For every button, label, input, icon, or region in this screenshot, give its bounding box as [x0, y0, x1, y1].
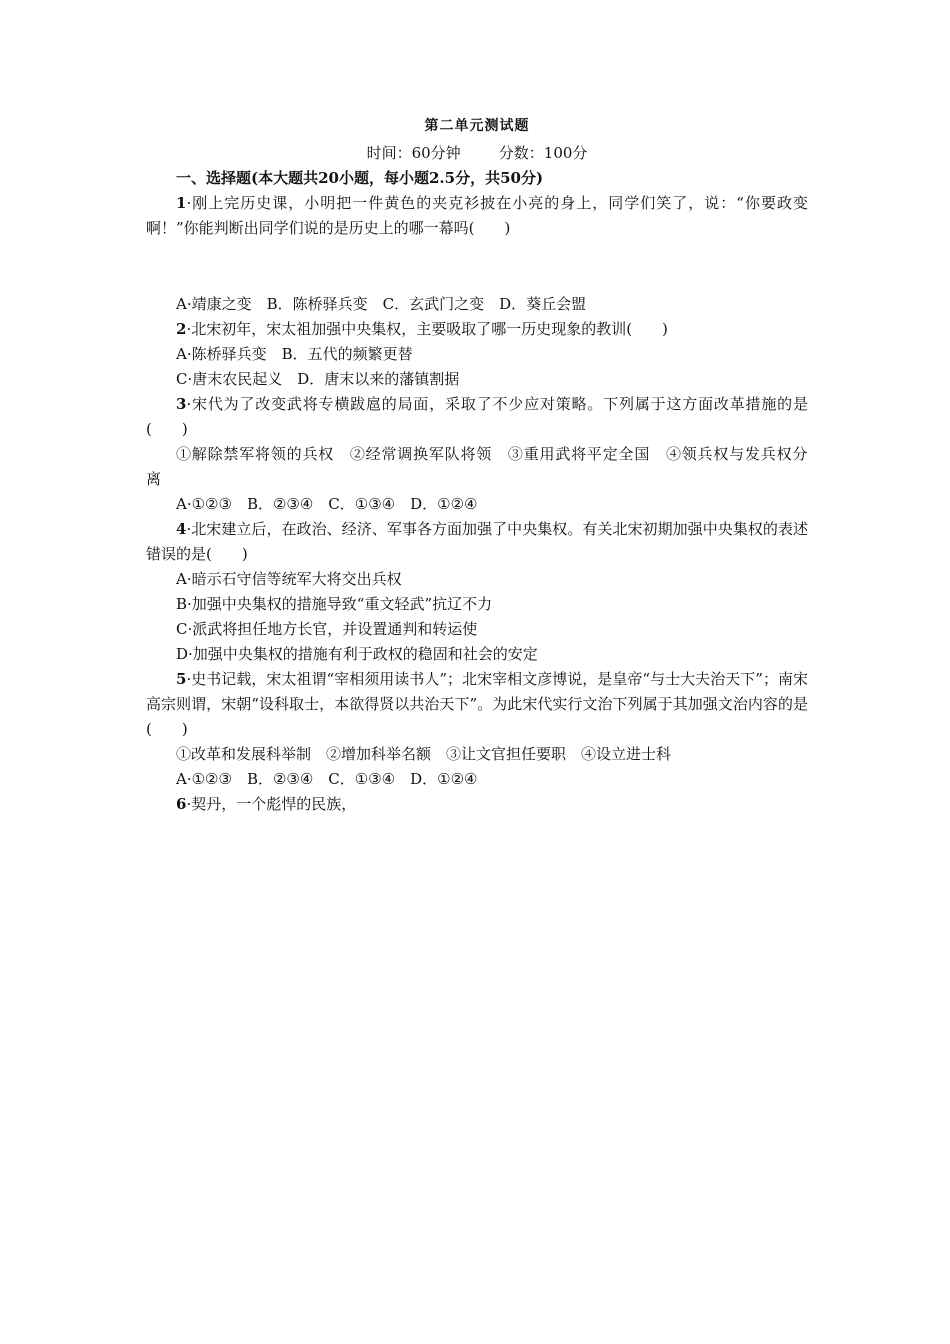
question-6-text: ·契丹，一个彪悍的民族，	[186, 795, 357, 813]
question-2-stem	[146, 317, 808, 342]
question-3-stem	[146, 392, 808, 442]
question-1-text: ·刚上完历史课，小明把一件黄色的夹克衫披在小亮的身上，同学们笑了，说：“你要政变啊！”你能判断出同学们说的是历史上的哪一幕吗( )	[146, 194, 808, 237]
section-heading: 一、选择题(本大题共20小题，每小题2.5分，共50分)	[176, 169, 544, 187]
question-5-options: A·①②③ B．②③④ C．①③④ D．①②④	[176, 770, 478, 788]
page-title: 第二单元测试题	[424, 118, 530, 134]
question-2-number: 2	[176, 320, 187, 338]
question-1-options: A·靖康之变 B．陈桥驿兵变 C．玄武门之变 D．葵丘会盟	[176, 295, 587, 313]
question-2-options-row-1: A·陈桥驿兵变 B．五代的频繁更替	[176, 345, 413, 363]
question-3-options: A·①②③ B．②③④ C．①③④ D．①②④	[176, 495, 478, 513]
question-2-text: ·北宋初年，宋太祖加强中央集权，主要吸取了哪一历史现象的教训( )	[186, 320, 668, 338]
question-1-figure-space	[146, 241, 808, 292]
question-4-option-b: B·加强中央集权的措施导致“重文轻武”抗辽不力	[176, 595, 493, 613]
time-score-line: 时间：60分钟 分数：100分	[366, 144, 588, 162]
question-4-option-d: D·加强中央集权的措施有利于政权的稳固和社会的安定	[176, 645, 538, 663]
document-content	[146, 113, 808, 817]
question-4-stem	[146, 517, 808, 567]
question-1-stem	[146, 191, 808, 241]
question-3-number: 3	[176, 395, 187, 413]
question-6-number: 6	[176, 795, 187, 813]
question-5-number: 5	[176, 670, 187, 688]
question-4-option-c: C·派武将担任地方长官，并设置通判和转运使	[176, 620, 478, 638]
question-5-statements: ①改革和发展科举制 ②增加科举名额 ③让文官担任要职 ④设立进士科	[176, 745, 672, 763]
question-5-stem	[146, 667, 808, 742]
question-3-text: ·宋代为了改变武将专横跋扈的局面，采取了不少应对策略。下列属于这方面改革措施的是( )	[146, 395, 808, 438]
question-2-options-row-2: C·唐末农民起义 D．唐末以来的藩镇割据	[176, 370, 460, 388]
question-6-stem	[146, 792, 808, 817]
question-4-text: ·北宋建立后，在政治、经济、军事各方面加强了中央集权。有关北宋初期加强中央集权的表述错误的是( )	[146, 520, 808, 563]
question-4-option-a: A·暗示石守信等统军大将交出兵权	[176, 570, 402, 588]
question-3-statements: ①解除禁军将领的兵权 ②经常调换军队将领 ③重用武将平定全国 ④领兵权与发兵权分离	[146, 445, 808, 488]
question-4-number: 4	[176, 520, 187, 538]
question-5-text: ·史书记载，宋太祖谓“宰相须用读书人”；北宋宰相文彦博说，是皇帝“与士大夫治天下”；南宋高宗则谓，宋朝“设科取士，本欲得贤以共治天下”。为此宋代实行文治下列属于其加强文治内容的是( )	[146, 670, 808, 738]
question-1-number: 1	[176, 194, 187, 212]
